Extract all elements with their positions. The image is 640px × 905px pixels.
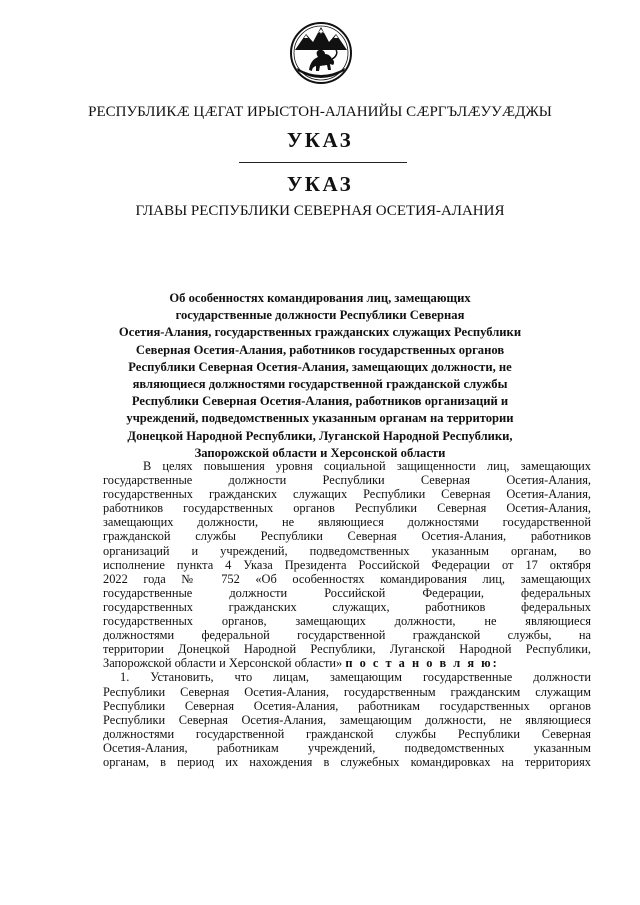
body-line: гражданской службы Республики Северная Осетия-Алания, работников <box>103 529 591 544</box>
decree-heading-ossetian: УКАЗ <box>286 128 354 152</box>
body-line: должностями федеральной государственной гражданской службы, на <box>103 628 591 643</box>
title-line: Осетия-Алания, государственных гражданских служащих Республики <box>118 325 522 340</box>
body-line: должностями государственной гражданской службы Республики Северная <box>103 726 591 741</box>
preamble-paragraph <box>103 459 591 670</box>
body-line <box>103 656 591 670</box>
body-line: работников государственных органов Республики Северная Осетия-Алания, <box>103 501 591 516</box>
body-line: Осетия-Алания, работникам учреждений, подведомственных указанным <box>103 740 591 755</box>
body-line: 1. Установить, что лицам, замещающим государственные должности <box>120 670 591 685</box>
body-line: государственных органов, замещающих должности, не являющиеся <box>103 614 591 629</box>
title-line: государственные должности Республики Северная <box>175 308 465 323</box>
title-line: Республики Северная Осетия-Алания, замещающих должности, не <box>128 359 512 374</box>
point-1-paragraph <box>103 670 591 769</box>
decree-word: п о с т а н о в л я ю: <box>345 656 499 671</box>
title-line: Запорожской области и Херсонской области <box>194 445 446 460</box>
title-line: являющиеся должностями государственной гражданской службы <box>132 377 508 392</box>
body-line: исполнение пункта 4 Указа Президента Российской Федерации от 17 октября <box>103 557 591 572</box>
preamble-ending: Запорожской области и Херсонской области» <box>103 656 343 671</box>
body-line: замещающих должности, не являющиеся должностями государственной <box>103 515 591 530</box>
body-line: органам, в период их нахождения в служебных командировках на территориях <box>103 754 591 769</box>
republic-name-russian: ГЛАВЫ РЕСПУБЛИКИ СЕВЕРНАЯ ОСЕТИЯ-АЛАНИЯ <box>135 203 505 219</box>
title-line: Республики Северная Осетия-Алания, работников организаций и <box>131 394 509 409</box>
body-line: Республики Северная Осетия-Алания, замещающим должности, не являющиеся <box>103 712 591 727</box>
title-line: Донецкой Народной Республики, Луганской Народной Республики, <box>127 428 513 443</box>
body-line: 2022 года № 752 «Об особенностях командирования лиц, замещающих <box>103 571 591 586</box>
body-line: государственные должности Российской Федерации, федеральных <box>103 585 591 600</box>
body-line: государственных гражданских служащих Республики Северная Осетия-Алания, <box>103 487 591 502</box>
title-line: Об особенностях командирования лиц, замещающих <box>169 291 471 305</box>
body-line: В целях повышения уровня социальной защищенности лиц, замещающих <box>143 459 591 473</box>
document-title <box>103 290 537 462</box>
body-line: территории Донецкой Народной Республики, Луганской Народной Республики, <box>103 642 591 657</box>
body-line: государственные должности Республики Северная Осетия-Алания, <box>103 473 591 488</box>
body-line: Республики Северная Осетия-Алания, работникам государственных органов <box>103 698 591 713</box>
coat-of-arms-emblem <box>289 20 353 86</box>
body-line: организаций и учреждений, подведомственных указанным органам, во <box>103 543 591 558</box>
decree-heading-russian: УКАЗ <box>286 172 354 196</box>
title-line: Северная Осетия-Алания, работников государственных органов <box>135 342 505 357</box>
header-divider <box>239 162 407 163</box>
title-line: учреждений, подведомственных указанным органам на территории <box>126 411 514 426</box>
republic-name-ossetian: РЕСПУБЛИКӔ ЦӔГАТ ИРЫСТОН-АЛАНИЙЫ СӔРГЪЛӔУУӔДЖЫ <box>88 104 552 120</box>
document-body <box>103 459 591 769</box>
body-line: государственных гражданских служащих, работников федеральных <box>103 599 591 614</box>
body-line: Республики Северная Осетия-Алания, государственным гражданским служащим <box>103 684 591 699</box>
